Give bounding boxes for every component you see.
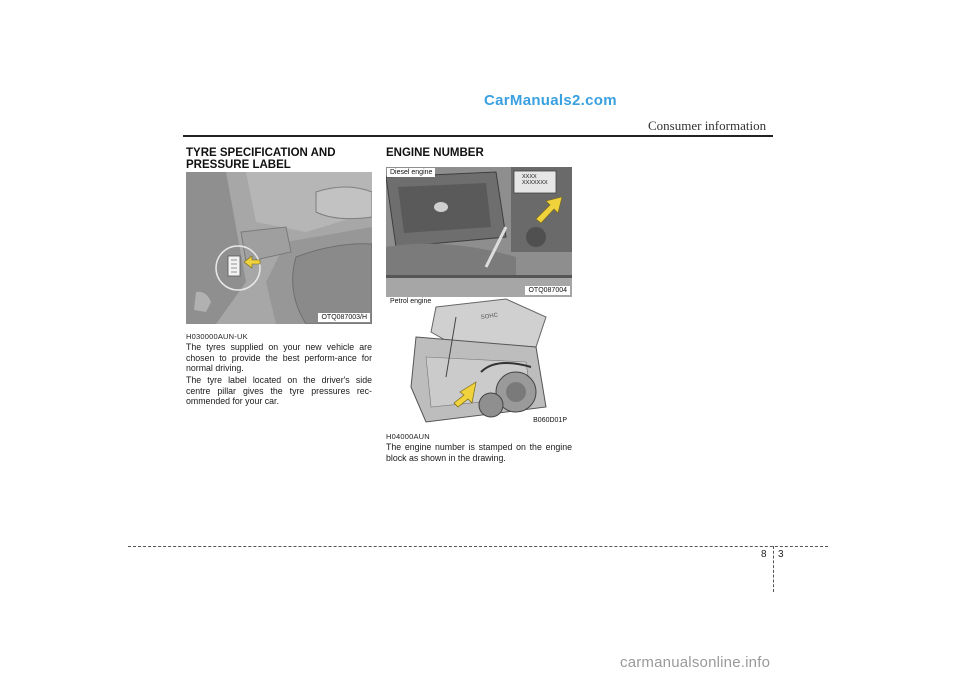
footer-dashed-rule xyxy=(128,546,828,547)
door-pillar-illustration xyxy=(186,172,372,324)
page-number: 3 xyxy=(778,549,784,560)
section-title: Consumer information xyxy=(648,118,767,133)
diesel-engine-figure xyxy=(386,167,572,297)
diesel-engine-label: Diesel engine xyxy=(387,168,435,177)
watermark-footer: carmanualsonline.info xyxy=(620,654,771,671)
engine-paragraph: The engine number is stamped on the engine block as shown in the drawing. xyxy=(386,442,572,463)
stamp-line-2: XXXXXXX xyxy=(522,180,548,186)
petrol-figure-code: B060D01P xyxy=(530,416,570,425)
petrol-engine-illustration xyxy=(386,297,572,427)
petrol-engine-label: Petrol engine xyxy=(387,297,434,306)
heading-line-1: TYRE SPECIFICATION AND xyxy=(186,147,336,159)
chapter-number: 8 xyxy=(761,549,767,560)
tyre-paragraph-2: The tyre label located on the driver's side centre pillar gives the tyre pressures rec-ommended for your car. xyxy=(186,375,372,407)
reference-code: H030000AUN-UK xyxy=(186,332,248,341)
svg-text:SOHC: SOHC xyxy=(480,312,499,321)
engine-number-heading: ENGINE NUMBER xyxy=(386,147,484,159)
engine-reference-code: H04000AUN xyxy=(386,432,430,441)
diesel-stamp xyxy=(522,174,548,186)
petrol-engine-figure xyxy=(386,297,572,427)
footer-page-divider xyxy=(773,546,774,592)
watermark-logo: CarManuals2.com xyxy=(484,92,617,109)
tyre-label-heading xyxy=(186,147,336,171)
diesel-figure-code: OTQ087004 xyxy=(525,286,570,295)
tyre-label-figure xyxy=(186,172,372,324)
stamp-line-1: XXXX xyxy=(522,174,537,180)
figure-code: OTQ087003/H xyxy=(318,313,370,322)
heading-line-2: PRESSURE LABEL xyxy=(186,159,291,171)
header-rule xyxy=(183,135,773,137)
tyre-paragraph-1: The tyres supplied on your new vehicle are chosen to provide the best perform-ance for normal driving. xyxy=(186,342,372,374)
diesel-engine-illustration xyxy=(386,167,572,297)
